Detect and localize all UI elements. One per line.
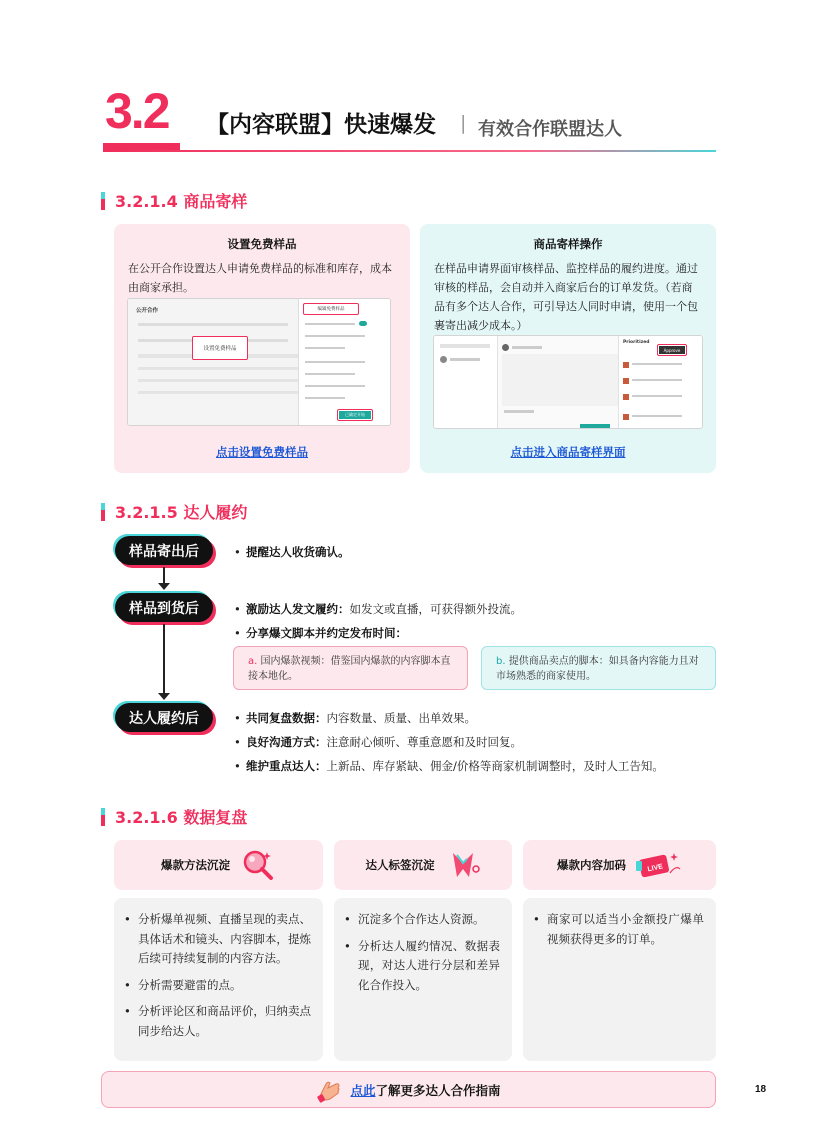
sample-shipping-card [420, 224, 716, 473]
svg-text:LIVE: LIVE [646, 863, 664, 874]
screenshot-panel-title: Prioritized [623, 340, 650, 345]
screenshot-panel-title: 编辑免费样品 [303, 303, 359, 315]
screenshot-side-panel [298, 299, 390, 425]
column-header-boost: 爆款内容加码 LIVE [523, 840, 716, 890]
section-title: 【内容联盟】快速爆发 [206, 112, 436, 138]
section-number: 3.2 [105, 83, 169, 139]
card-title: 商品寄样操作 [533, 237, 603, 251]
column-header-creator-tag: 达人标签沉淀 [334, 840, 512, 890]
set-free-sample-link[interactable]: 点击设置免费样品 [216, 445, 308, 459]
step-pill-sample-sent: 样品寄出后 [115, 536, 213, 565]
heading-marker [101, 503, 105, 521]
list-item: • 分析爆单视频、直播呈现的卖点、具体话术和镜头、内容脚本，提炼后续可持续复制的内容方法。 [124, 910, 311, 969]
free-sample-card [114, 224, 410, 473]
list-item: • 分析评论区和商品评价，归纳卖点同步给达人。 [124, 1002, 311, 1041]
subsection-heading-text: 3.2.1.6 数据复盘 [115, 808, 248, 827]
subsection-heading-sample [101, 189, 247, 212]
bullet-item: • 共同复盘数据：内容数量、质量、出单效果。 [234, 711, 476, 725]
page-number: 18 [755, 1084, 767, 1095]
card-title: 设置免费样品 [227, 237, 297, 251]
list-item: • 分析需要避雷的点。 [124, 976, 311, 996]
column-body-method [114, 898, 323, 1061]
card-description: 在公开合作设置达人申请免费样品的标准和库存，成本由商家承担。 [128, 262, 392, 294]
ribbon-icon [445, 847, 481, 883]
column-header-method: 爆款方法沉淀 [114, 840, 323, 890]
magnifier-icon [240, 847, 276, 883]
sample-shipping-link[interactable]: 点击进入商品寄样界面 [510, 445, 626, 459]
flow-arrow-icon [158, 693, 170, 700]
header-underline [103, 150, 716, 152]
screenshot-highlight: 设置免费样品 [192, 336, 248, 360]
bullet-item: • 提醒达人收货确认。 [234, 545, 350, 559]
more-guide-text: 了解更多达人合作指南 [375, 1082, 501, 1098]
list-item: • 沉淀多个合作达人资源。 [344, 910, 500, 930]
more-guide-banner [101, 1071, 716, 1108]
flow-connector [163, 624, 165, 693]
screenshot-confirm-frame [337, 409, 373, 421]
bullet-item: • 良好沟通方式：注意耐心倾听、尊重意愿和及时回复。 [234, 735, 522, 749]
sample-shipping-screenshot [433, 335, 703, 429]
flow-arrow-icon [158, 583, 170, 590]
step-pill-sample-arrived: 样品到货后 [115, 593, 213, 622]
script-note-b: b. 提供商品卖点的脚本：如具备内容能力且对市场熟悉的商家使用。 [481, 646, 716, 690]
free-sample-screenshot [127, 298, 391, 426]
heading-marker [101, 192, 105, 210]
screenshot-approve-button: Approve [659, 346, 685, 354]
list-item: • 商家可以适当小金额投广爆单视频获得更多的订单。 [533, 910, 704, 949]
pointing-hand-icon [316, 1076, 344, 1104]
subsection-heading-fulfill [101, 500, 247, 523]
live-camera-icon [636, 847, 682, 883]
bullet-item: • 分享爆文脚本并约定发布时间： [234, 626, 407, 640]
list-item: • 分析达人履约情况、数据表现，对达人进行分层和差异化合作投入。 [344, 937, 500, 996]
bullet-item: • 激励达人发文履约：如发文或直播，可获得额外投流。 [234, 602, 522, 616]
script-note-a: a. 国内爆款视频：借鉴国内爆款的内容脚本直接本地化。 [233, 646, 468, 690]
screenshot-side-panel [618, 336, 702, 428]
flow-connector [163, 567, 165, 583]
subsection-heading-text: 3.2.1.4 商品寄样 [115, 192, 248, 211]
card-description: 在样品申请界面审核样品、监控样品的履约进度。通过审核的样品，会自动并入商家后台的订单发货。（若商品有多个达人合作，可引导达人同时申请，使用一个包裹寄出减少成本。） [434, 262, 698, 332]
screenshot-approve-frame [657, 344, 687, 356]
bullet-item: • 维护重点达人：上新品、库存紧缺、佣金/价格等商家机制调整时，及时人工告知。 [234, 759, 664, 773]
subsection-heading-review [101, 805, 247, 828]
column-body-creator-tag [334, 898, 512, 1061]
section-subtitle: 有效合作联盟达人 [478, 119, 622, 140]
screenshot-page-title: 公开合作 [136, 308, 159, 314]
column-body-boost [523, 898, 716, 1061]
more-guide-link[interactable]: 点此 [350, 1082, 376, 1098]
subsection-heading-text: 3.2.1.5 达人履约 [115, 503, 248, 522]
screenshot-confirm-button: 已确定开始 [339, 411, 371, 419]
step-pill-fulfilled: 达人履约后 [115, 703, 213, 732]
heading-marker [101, 808, 105, 826]
title-divider: | [460, 112, 467, 134]
